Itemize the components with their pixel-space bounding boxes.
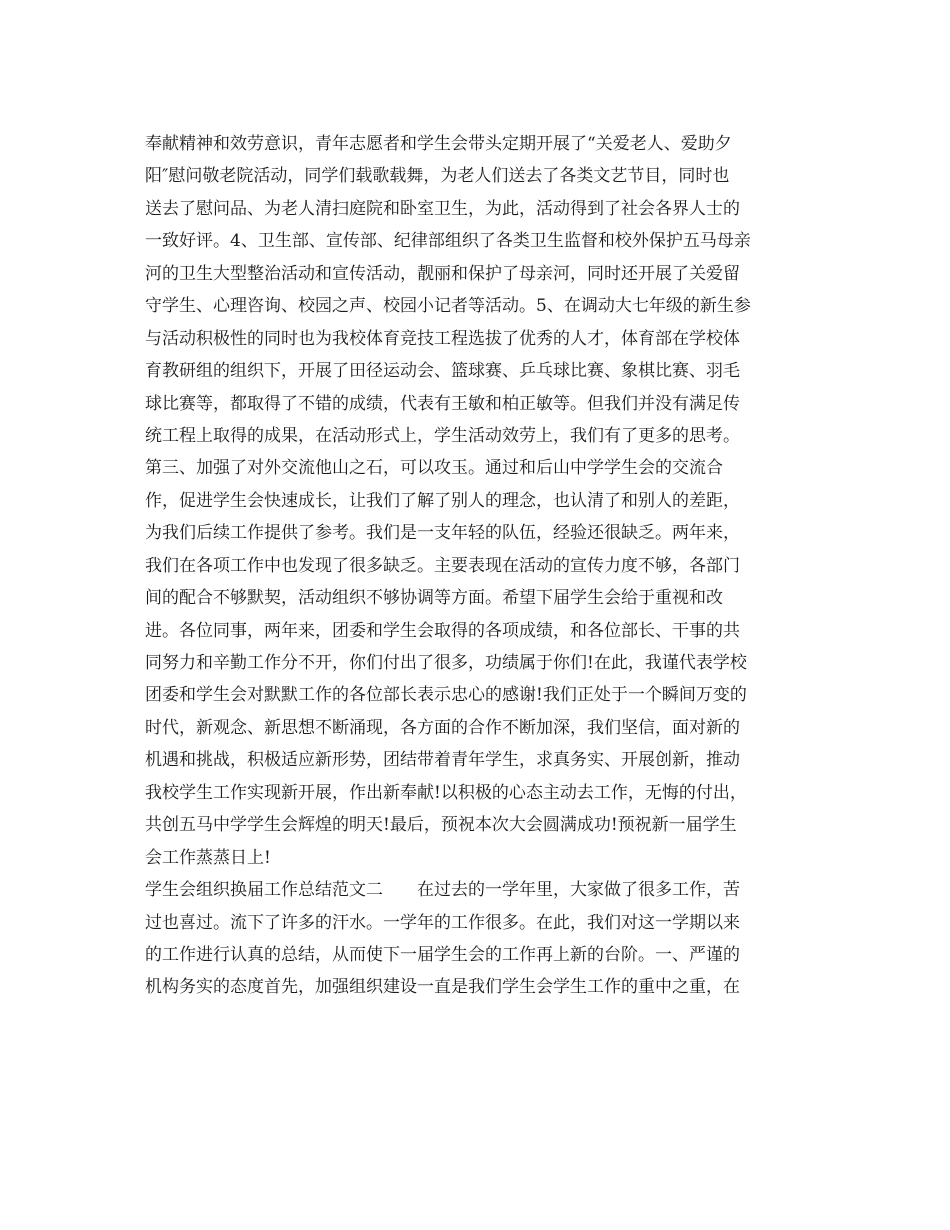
section-heading-line: 学生会组织换届工作总结范文二 在过去的一学年里，大家做了很多工作，苦 [145, 880, 740, 901]
text-line: 机遇和挑战，积极适应新形势，团结带着青年学生，求真务实、开展创新，推动 [145, 750, 740, 771]
text-line: 会工作蒸蒸日上! [145, 847, 271, 868]
text-line: 过也喜过。流下了许多的汗水。一学年的工作很多。在此，我们对这一学期以来 [145, 912, 740, 933]
text-line: 第三、加强了对外交流他山之石，可以攻玉。通过和后山中学学生会的交流合 [145, 458, 723, 479]
text-line: 我校学生工作实现新开展，作出新奉献!以积极的心态主动去工作，无悔的付出， [145, 782, 747, 803]
text-line: 球比赛等，都取得了不错的成绩，代表有王敏和柏正敏等。但我们并没有满足传 [145, 393, 740, 414]
text-line: 同努力和辛勤工作分不开，你们付出了很多，功绩属于你们!在此，我谨代表学校 [145, 653, 747, 673]
document-body [145, 128, 815, 1004]
text-line: 送去了慰问品、为老人清扫庭院和卧室卫生，为此，活动得到了社会各界人士的 [145, 198, 740, 219]
text-line: 共创五马中学学生会辉煌的明天!最后，预祝本次大会圆满成功!预祝新一届学生 [145, 815, 737, 836]
text-line: 进。各位同事，两年来，团委和学生会取得的各项成绩，和各位部长、干事的共 [145, 620, 740, 641]
text-line: 守学生、心理咨询、校园之声、校园小记者等活动。5、在调动大七年级的新生参 [145, 296, 751, 317]
text-line: 间的配合不够默契，活动组织不够协调等方面。希望下届学生会给于重视和改 [145, 588, 723, 609]
text-line: 奉献精神和效劳意识，青年志愿者和学生会带头定期开展了“关爱老人、爱助夕 [145, 134, 732, 154]
text-line: 为我们后续工作提供了参考。我们是一支年轻的队伍，经验还很缺乏。两年来， [145, 523, 740, 544]
text-line: 团委和学生会对默默工作的各位部长表示忠心的感谢!我们正处于一个瞬间万变的 [145, 685, 747, 706]
text-line: 的工作进行认真的总结，从而使下一届学生会的工作再上新的台阶。一、严谨的 [145, 944, 740, 965]
text-line: 作，促进学生会快速成长，让我们了解了别人的理念，也认清了和别人的差距， [145, 490, 740, 511]
text-line: 时代，新观念、新思想不断涌现，各方面的合作不断加深，我们坚信，面对新的 [145, 717, 740, 738]
text-line: 一致好评。4、卫生部、宣传部、纪律部组织了各类卫生监督和校外保护五马母亲 [145, 231, 751, 252]
text-line: 与活动积极性的同时也为我校体育竞技工程选拔了优秀的人才，体育部在学校体 [145, 328, 740, 349]
text-line: 育教研组的组织下，开展了田径运动会、篮球赛、乒乓球比赛、象棋比赛、羽毛 [145, 361, 740, 382]
text-line: 我们在各项工作中也发现了很多缺乏。主要表现在活动的宣传力度不够，各部门 [145, 555, 740, 576]
text-line: 统工程上取得的成果，在活动形式上，学生活动效劳上，我们有了更多的思考。 [145, 425, 740, 446]
text-line: 机构务实的态度首先，加强组织建设一直是我们学生会学生工作的重中之重，在 [145, 977, 740, 998]
text-line: 阳″慰问敬老院活动，同学们载歌载舞，为老人们送去了各类文艺节目，同时也 [145, 166, 730, 187]
text-line: 河的卫生大型整治活动和宣传活动，靓丽和保护了母亲河，同时还开展了关爱留 [145, 263, 740, 284]
